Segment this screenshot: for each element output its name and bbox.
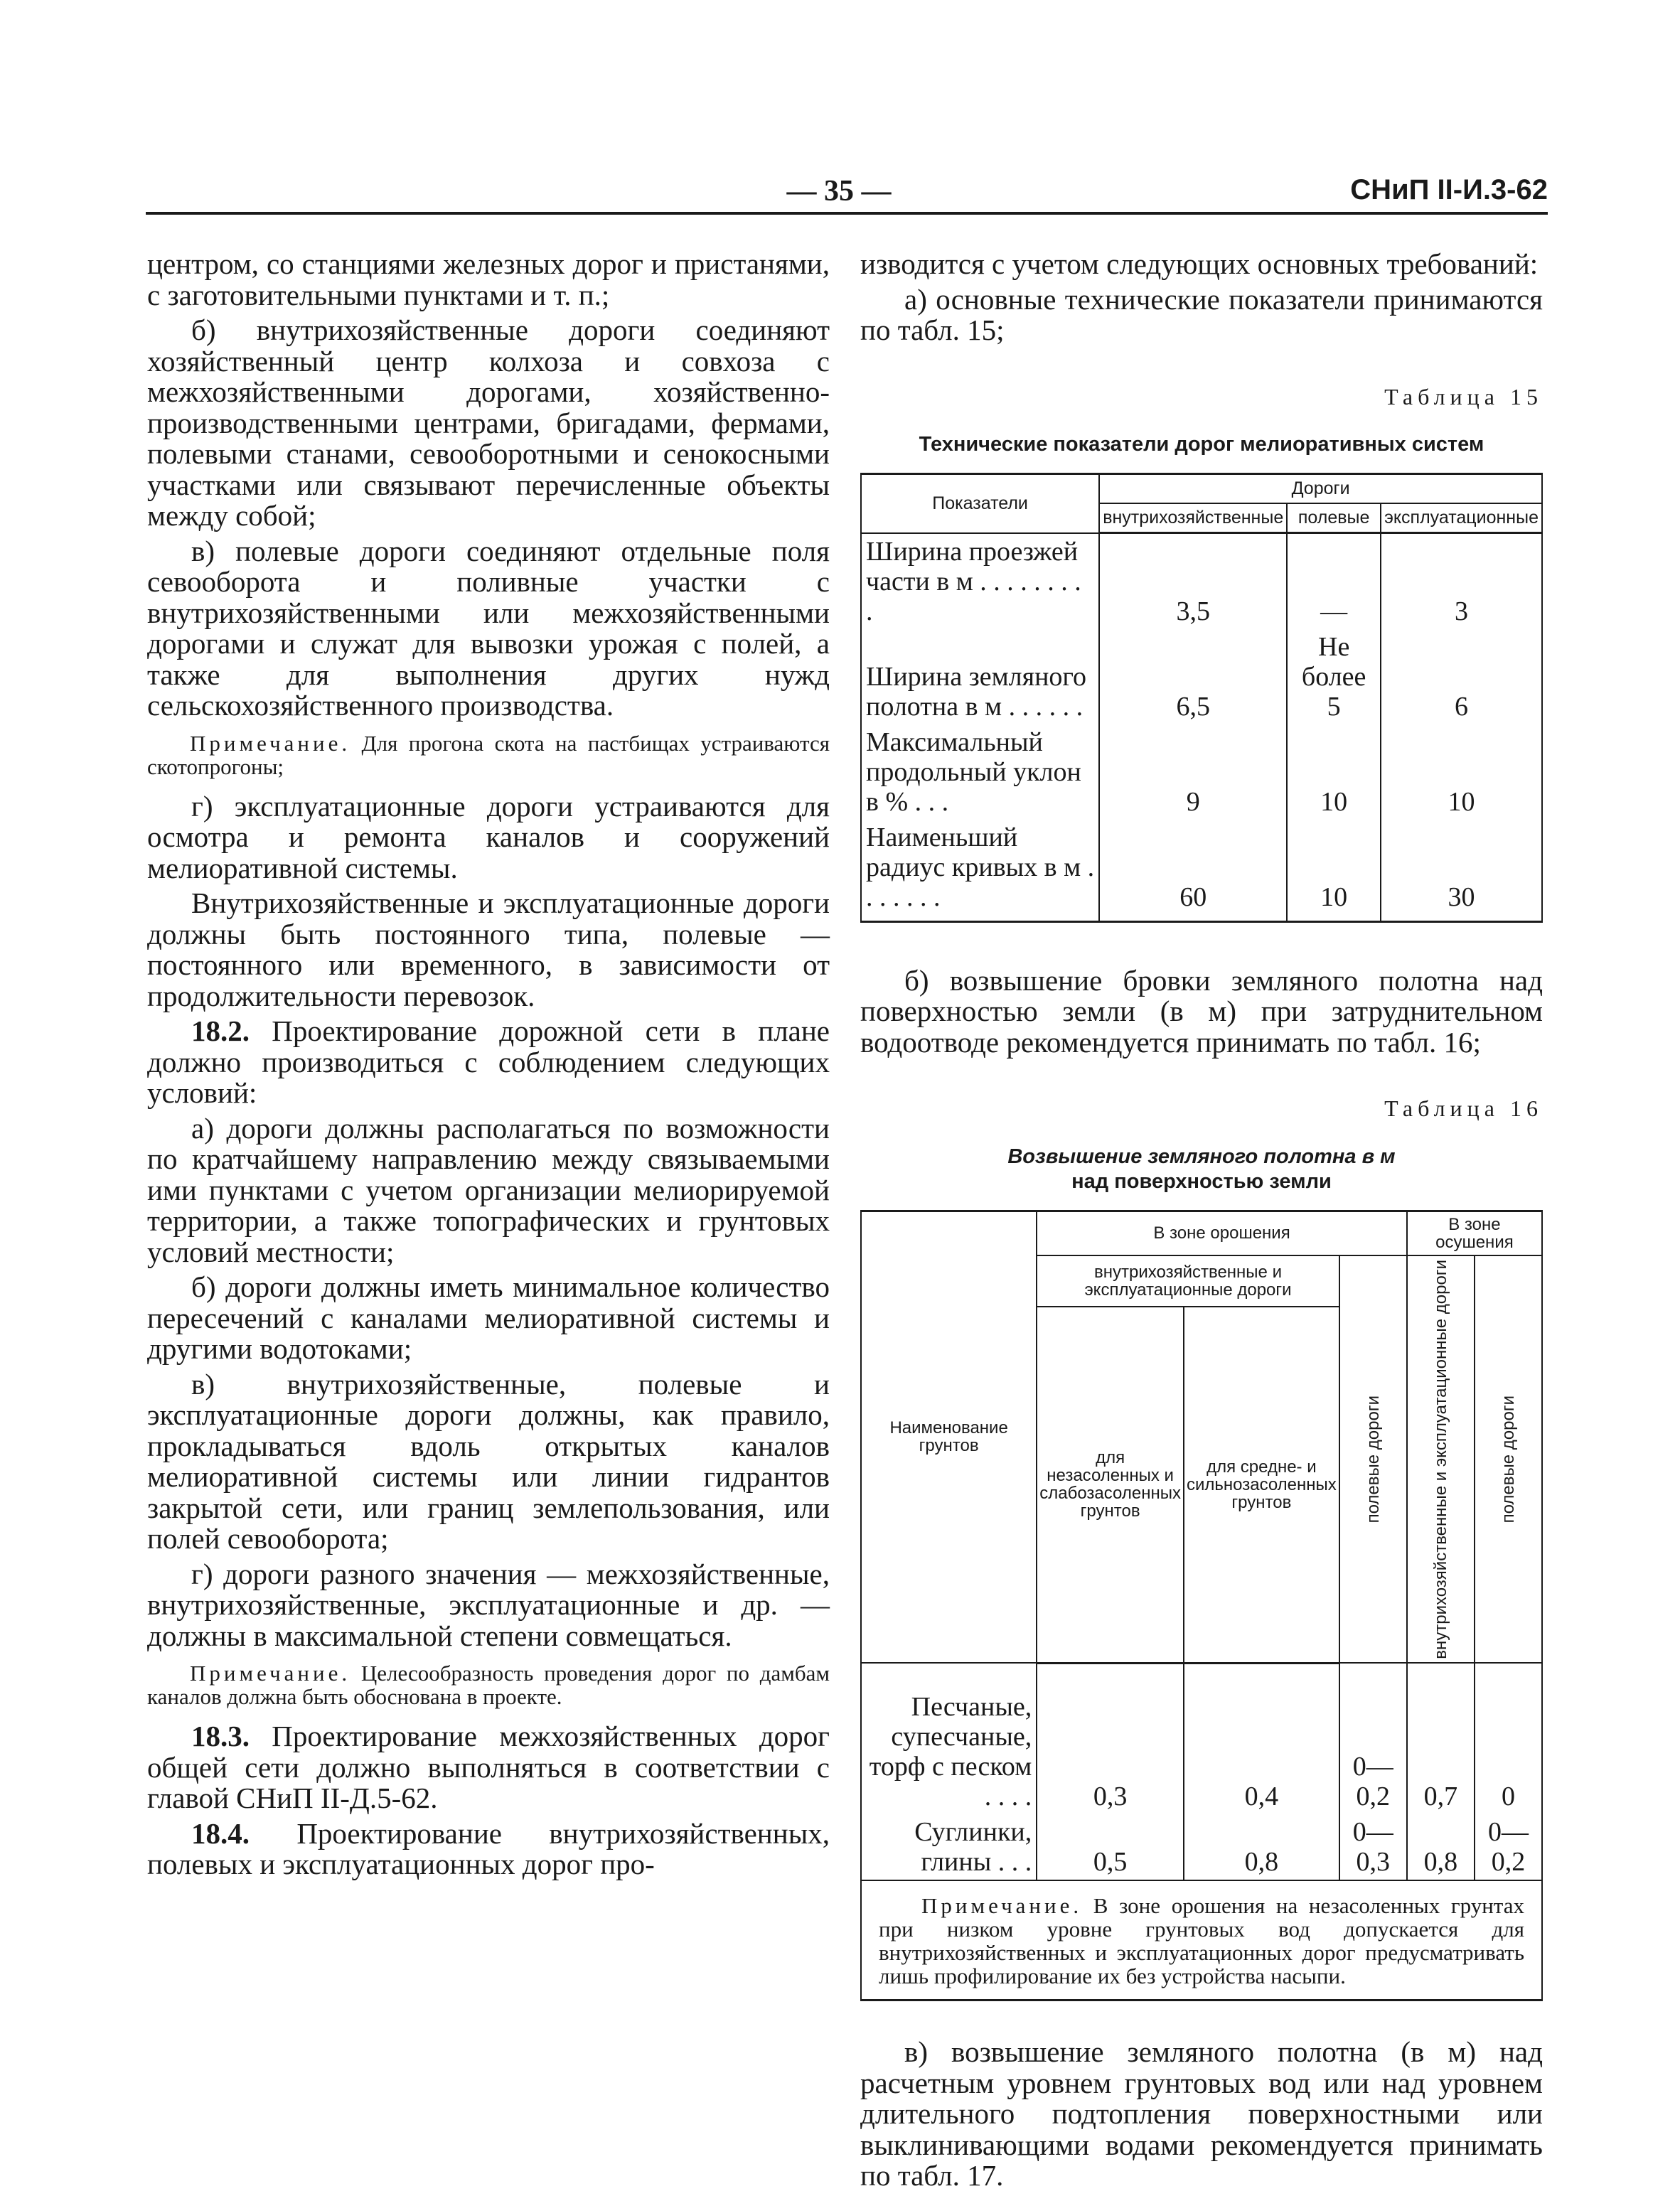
table-cell: 10 <box>1381 724 1542 820</box>
table-cell: 0,8 <box>1184 1814 1339 1880</box>
row-label: Суглинки, глины . . . <box>861 1814 1037 1880</box>
table-row <box>861 1814 1542 1880</box>
table-cell: 0—0,2 <box>1339 1663 1407 1814</box>
table-cell: 9 <box>1099 724 1287 820</box>
row-label: Песчаные, супесчаные, торф с песком . . . . <box>861 1663 1037 1814</box>
note <box>147 732 830 778</box>
note-text: В зоне орошения на незасоленных грунтах при низком уровне грунтовых вод допускается для внутрихозяйственных и эксплуатационных дорог предусматривать лишь профилирование их без устройства насыпи. <box>879 1893 1524 1989</box>
table-header: полевые <box>1287 503 1381 533</box>
paragraph: Внутрихозяйственные и эксплуатационные дороги должны быть постоянного типа, полевые — постоянного или временного, в зависимости от продолжительности перевозок. <box>147 887 830 1012</box>
table-15 <box>860 473 1543 923</box>
section-paragraph <box>147 1016 830 1109</box>
table-label: Таблица 15 <box>1384 383 1543 409</box>
table-header: Дороги <box>1099 474 1542 504</box>
table-header: В зоне орошения <box>1037 1211 1407 1255</box>
left-column <box>147 249 830 1885</box>
table-row <box>861 724 1542 820</box>
table-cell: 30 <box>1381 820 1542 922</box>
row-label: Ширина проезжей части в м . . . . . . . . . <box>861 533 1099 629</box>
table-cell: — <box>1287 533 1381 629</box>
table-title <box>860 1145 1543 1194</box>
table-header: В зоне осушения <box>1407 1211 1542 1255</box>
table-cell: 0,4 <box>1184 1663 1339 1814</box>
table-header: для средне- и сильнозасоленных грунтов <box>1184 1307 1339 1664</box>
vertical-header: полевые дороги <box>1363 1395 1383 1523</box>
header-rule <box>146 212 1548 215</box>
table-header <box>1407 1255 1475 1664</box>
note-text: Для прогона скота на пастбищах устраиваются скотопрогоны; <box>147 730 830 779</box>
right-column <box>860 249 1543 2196</box>
table-cell: 6,5 <box>1099 629 1287 724</box>
note <box>147 1661 830 1708</box>
table-cell: Не более 5 <box>1287 629 1381 724</box>
section-paragraph <box>147 1721 830 1814</box>
table-title-line: над поверхностью земли <box>1071 1169 1332 1193</box>
table-cell: 0,3 <box>1037 1663 1184 1814</box>
table-header: Показатели <box>861 474 1099 533</box>
table-header: внутрихозяйственные и эксплуатационные дороги <box>1037 1255 1339 1307</box>
table-header <box>1339 1255 1407 1664</box>
table-cell: 0 <box>1475 1663 1542 1814</box>
document-code: СНиП II-И.3-62 <box>1350 174 1548 205</box>
note-text: Целесообразность проведения дорог по дамбам каналов должна быть обоснована в проекте. <box>147 1661 830 1709</box>
section-text: Проектирование межхозяйственных дорог общей сети должно выполняться в соответствии с главой СНиП II-Д.5-62. <box>147 1720 830 1814</box>
paragraph: б) дороги должны иметь минимальное количество пересечений с каналами мелиоративной системы и другими водотоками; <box>147 1270 830 1365</box>
table-cell: 0—0,3 <box>1339 1814 1407 1880</box>
vertical-header: полевые дороги <box>1498 1395 1518 1523</box>
row-label: Наименьший радиус кривых в м . . . . . . . <box>861 820 1099 922</box>
section-number: 18.4. <box>191 1816 250 1850</box>
note-label: Примечание. <box>190 1661 351 1686</box>
table-cell: 3,5 <box>1099 533 1287 629</box>
vertical-header: внутрихозяйственные и эксплуатационные дороги <box>1430 1259 1450 1659</box>
paragraph: г) эксплуатационные дороги устраиваются для осмотра и ремонта каналов и сооружений мелиоративной системы. <box>147 789 830 884</box>
table-cell: 0,7 <box>1407 1663 1475 1814</box>
table-row <box>861 533 1542 629</box>
table-row <box>861 820 1542 922</box>
row-label: Ширина земляного полотна в м . . . . . . <box>861 629 1099 724</box>
table-row <box>861 1663 1542 1814</box>
table-cell: 60 <box>1099 820 1287 922</box>
section-text: Проектирование внутрихозяйственных, полевых и эксплуатационных дорог про- <box>147 1816 830 1880</box>
table-note-row <box>861 1880 1542 2000</box>
table-header: эксплуатационные <box>1381 503 1542 533</box>
table-title: Технические показатели дорог мелиоративных систем <box>919 433 1484 456</box>
table-cell: 10 <box>1287 724 1381 820</box>
table-cell: 0—0,2 <box>1475 1814 1542 1880</box>
paragraph: в) возвышение земляного полотна (в м) над расчетным уровнем грунтовых вод или над уровнем длительного подтопления поверхностными или выклинивающими водами рекомендуется принимать по табл. 17. <box>860 2035 1543 2192</box>
table-title-line: Возвышение земляного полотна в м <box>1007 1145 1396 1168</box>
paragraph: б) возвышение бровки земляного полотна над поверхностью земли (в м) при затруднительном водоотводе рекомендуется принимать по табл. 16; <box>860 963 1543 1059</box>
table-header <box>1475 1255 1542 1664</box>
table-header: для незасоленных и слабозасоленных грунтов <box>1037 1307 1184 1664</box>
table-header: Наименование грунтов <box>861 1211 1037 1663</box>
page-number: — 35 — <box>786 175 892 208</box>
table-header: внутрихозяйственные <box>1099 503 1287 533</box>
table-row <box>861 629 1542 724</box>
note-label: Примечание. <box>190 730 351 756</box>
table-label: Таблица 16 <box>1384 1096 1543 1121</box>
section-number: 18.2. <box>191 1014 250 1047</box>
section-paragraph <box>147 1816 830 1880</box>
section-number: 18.3. <box>191 1720 250 1752</box>
paragraph: центром, со станциями железных дорог и пристанями, с заготовительными пунктами и т. п.; <box>147 247 830 311</box>
paragraph: изводится с учетом следующих основных требований: <box>860 247 1539 280</box>
paragraph: в) внутрихозяйственные, полевые и эксплуатационные дороги должны, как правило, прокладываться вдоль открытых каналов мелиоративной системы или линии гидрантов закрытой сети, или границ землепользования, или полей севооборота; <box>147 1367 830 1555</box>
table-note <box>861 1880 1542 2000</box>
table-16 <box>860 1210 1543 2002</box>
table-cell: 0,8 <box>1407 1814 1475 1880</box>
paragraph: г) дороги разного значения — межхозяйственные, внутрихозяйственные, эксплуатационные и др. — должны в максимальной степени совмещаться. <box>147 1557 830 1652</box>
table-cell: 3 <box>1381 533 1542 629</box>
row-label: Максимальный продольный уклон в % . . . <box>861 724 1099 820</box>
paragraph: б) внутрихозяйственные дороги соединяют хозяйственный центр колхоза и совхоза с межхозяйственными дорогами, хозяйственно-производственными центрами, бригадами, фермами, полевыми станами, севооборотными и сенокосными участками или связывают перечисленные объекты между собой; <box>147 314 830 532</box>
table-cell: 6 <box>1381 629 1542 724</box>
table-cell: 10 <box>1287 820 1381 922</box>
paragraph: а) основные технические показатели принимаются по табл. 15; <box>860 282 1543 346</box>
section-text: Проектирование дорожной сети в плане должно производиться с соблюдением следующих условий: <box>147 1014 830 1109</box>
table-cell: 0,5 <box>1037 1814 1184 1880</box>
note-label: Примечание. <box>921 1893 1083 1919</box>
paragraph: в) полевые дороги соединяют отдельные поля севооборота и поливные участки с внутрихозяйственными или межхозяйственными дорогами и служат для вывозки урожая с полей, а также для выполнения других нужд сельскохозяйственного производства. <box>147 534 830 722</box>
paragraph: а) дороги должны располагаться по возможности по кратчайшему направлению между связываемыми ими пунктами с учетом организации мелиорируемой территории, а также топографических и грунтовых условий местности; <box>147 1111 830 1268</box>
